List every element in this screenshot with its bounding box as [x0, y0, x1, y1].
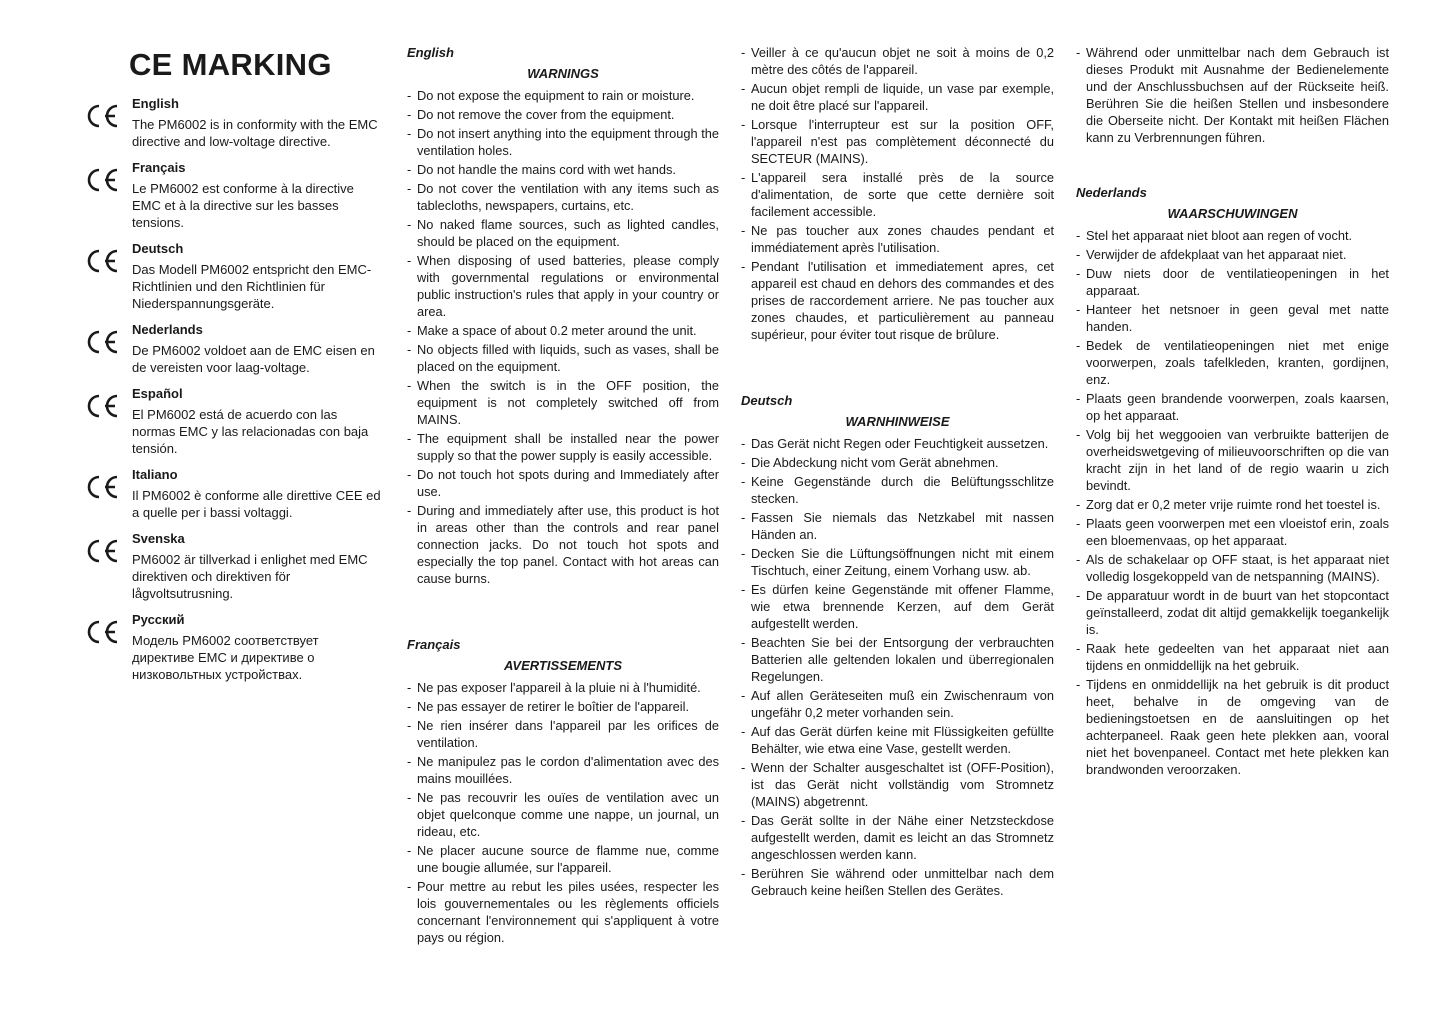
warning-item: - Do not remove the cover from the equipment. — [407, 106, 719, 123]
english-language-label: English — [407, 45, 454, 60]
ce-entry — [84, 321, 384, 376]
warning-item: - Pendant l'utilisation et immediatement apres, cet appareil est chaud en dehors des commandes et des prises de raccordement arriere. Ne pas toucher aux zones chaudes, et particulièrement au panneau supérieur, pour éviter tout risque de brûlure. — [741, 258, 1054, 343]
francais-warning-list-continued — [741, 44, 1054, 343]
warning-item: - No objects filled with liquids, such as vases, shall be placed on the equipment. — [407, 341, 719, 375]
nederlands-warnings-heading: WAARSCHUWINGEN — [1167, 206, 1298, 221]
warning-item: - Decken Sie die Lüftungsöffnungen nicht mit einem Tischtuch, einer Zeitung, einem Vorhang usw. ab. — [741, 545, 1054, 579]
warning-item: - When the switch is in the OFF position, the equipment is not completely switched off from MAINS. — [407, 377, 719, 428]
ce-mark-icon — [84, 474, 120, 500]
warning-item: - Lorsque l'interrupteur est sur la position OFF, l'appareil n'est pas complètement déconnecté du SECTEUR (MAINS). — [741, 116, 1054, 167]
warning-item: - Aucun objet rempli de liquide, un vase par exemple, ne doit être placé sur l'appareil. — [741, 80, 1054, 114]
english-warning-list — [407, 87, 719, 587]
francais-warning-list — [407, 679, 719, 946]
warning-item: - Es dürfen keine Gegenstände mit offener Flamme, wie etwa brennende Kerzen, auf dem Gerät aufgestellt werden. — [741, 581, 1054, 632]
warning-item: - Ne placer aucune source de flamme nue, comme une bougie allumée, sur l'appareil. — [407, 842, 719, 876]
warning-item: - Die Abdeckung nicht vom Gerät abnehmen. — [741, 454, 1054, 471]
warning-item: - Während oder unmittelbar nach dem Gebrauch ist dieses Produkt mit Ausnahme der Bedienelemente und der Anschlussbuchsen auf der Rückseite heiß. Berühren Sie die heißen Stellen und insbesondere die Oberseite nicht. Der Kontakt mit heißen Flächen kann zu Verbrennungen führen. — [1076, 44, 1389, 146]
ce-entry-text: Модель PM6002 соответствует директиве EMC и директиве о низковольтных устройствах. — [132, 633, 319, 682]
warning-item: - Do not insert anything into the equipment through the ventilation holes. — [407, 125, 719, 159]
warning-item: - Bedek de ventilatieopeningen niet met enige voorwerpen, zoals tafelkleden, kranten, gordijnen, enz. — [1076, 337, 1389, 388]
ce-entry — [84, 530, 384, 602]
ce-entry-text: PM6002 är tillverkad i enlighet med EMC direktiven och direktiven för lågvoltsutrusning. — [132, 552, 368, 601]
ce-mark-icon — [84, 619, 120, 645]
ce-mark-icon — [84, 167, 120, 193]
ce-mark-icon — [84, 248, 120, 274]
ce-entry-language: Русский — [132, 612, 185, 627]
warning-item: - Zorg dat er 0,2 meter vrije ruimte rond het toestel is. — [1076, 496, 1389, 513]
warning-item: - Das Gerät sollte in der Nähe einer Netzsteckdose aufgestellt werden, damit es leicht an das Stromnetz angeschlossen werden kann. — [741, 812, 1054, 863]
warning-item: - Do not touch hot spots during and Immediately after use. — [407, 466, 719, 500]
ce-entry-language: Svenska — [132, 531, 185, 546]
ce-entry-language: Deutsch — [132, 241, 184, 256]
warning-item: - Ne pas exposer l'appareil à la pluie ni à l'humidité. — [407, 679, 719, 696]
ce-mark-icon — [84, 329, 120, 355]
warning-item: - Veiller à ce qu'aucun objet ne soit à moins de 0,2 mètre des côtés de l'appareil. — [741, 44, 1054, 78]
deutsch-language-label: Deutsch — [741, 393, 793, 408]
deutsch-warning-list — [741, 435, 1054, 899]
warning-item: - No naked flame sources, such as lighted candles, should be placed on the equipment. — [407, 216, 719, 250]
ce-entry-list — [84, 95, 384, 683]
warning-item: - Plaats geen voorwerpen met een vloeistof erin, zoals een bloemenvaas, op het apparaat. — [1076, 515, 1389, 549]
ce-entry-language: English — [132, 96, 179, 111]
ce-mark-icon — [84, 393, 120, 419]
warning-item: - Fassen Sie niemals das Netzkabel mit nassen Händen an. — [741, 509, 1054, 543]
deutsch-warning-list-continued — [1076, 44, 1389, 146]
francais-language-label: Français — [407, 637, 461, 652]
warning-item: - Ne rien insérer dans l'appareil par les orifices de ventilation. — [407, 717, 719, 751]
warning-item: - Do not handle the mains cord with wet hands. — [407, 161, 719, 178]
ce-entry-text: El PM6002 está de acuerdo con las normas EMC y las relacionadas con baja tensión. — [132, 407, 369, 456]
warning-item: - Verwijder de afdekplaat van het apparaat niet. — [1076, 246, 1389, 263]
warning-item: - When disposing of used batteries, please comply with governmental regulations or environmental public instruction's rules that apply in your country or area. — [407, 252, 719, 320]
ce-entry-language: Nederlands — [132, 322, 203, 337]
warning-item: - Ne manipulez pas le cordon d'alimentation avec des mains mouillées. — [407, 753, 719, 787]
warning-item: - Raak hete gedeelten van het apparaat niet aan tijdens en onmiddellijk na het gebruik. — [1076, 640, 1389, 674]
warning-item: - Auf allen Geräteseiten muß ein Zwischenraum von ungefähr 0,2 meter vorhanden sein. — [741, 687, 1054, 721]
warning-item: - The equipment shall be installed near the power supply so that the power supply is easily accessible. — [407, 430, 719, 464]
english-warnings-heading: WARNINGS — [527, 66, 599, 81]
english-section — [407, 44, 719, 587]
warning-item: - Ne pas recouvrir les ouïes de ventilation avec un objet quelconque comme une nappe, un journal, un rideau, etc. — [407, 789, 719, 840]
ce-mark-icon — [84, 103, 120, 129]
nederlands-language-label: Nederlands — [1076, 185, 1147, 200]
ce-entry — [84, 611, 384, 683]
warning-item: - Tijdens en onmiddellijk na het gebruik is dit product heet, behalve in de omgeving van de bedieningstoetsen en de aansluitingen op het achterpaneel. Raak geen hete plekken aan, vooral niet het bovenpaneel. Contact met hete plekken kan brandwonden veroorzaken. — [1076, 676, 1389, 778]
ce-entry-text: De PM6002 voldoet aan de EMC eisen en de vereisten voor laag-voltage. — [132, 343, 375, 375]
warning-item: - Duw niets door de ventilatieopeningen in het apparaat. — [1076, 265, 1389, 299]
francais-warnings-heading: AVERTISSEMENTS — [504, 658, 622, 673]
ce-entry — [84, 240, 384, 312]
deutsch-section — [741, 392, 1054, 899]
warning-item: - Als de schakelaar op OFF staat, is het apparaat niet volledig losgekoppeld van de netspanning (MAINS). — [1076, 551, 1389, 585]
warning-item: - Make a space of about 0.2 meter around the unit. — [407, 322, 719, 339]
deutsch-warnings-heading: WARNHINWEISE — [845, 414, 950, 429]
warning-item: - L'appareil sera installé près de la source d'alimentation, de sorte que cette dernière soit facilement accessible. — [741, 169, 1054, 220]
warning-item: - Auf das Gerät dürfen keine mit Flüssigkeiten gefüllte Behälter, wie etwa eine Vase, gestellt werden. — [741, 723, 1054, 757]
warnings-column-4 — [1076, 44, 1389, 780]
ce-marking-title: CE MARKING — [129, 47, 332, 82]
warning-item: - Ne pas toucher aux zones chaudes pendant et immédiatement après l'utilisation. — [741, 222, 1054, 256]
nederlands-section — [1076, 184, 1389, 778]
warnings-column-2 — [407, 44, 719, 948]
warning-item: - Ne pas essayer de retirer le boîtier de l'appareil. — [407, 698, 719, 715]
ce-entry — [84, 385, 384, 457]
ce-entry — [84, 95, 384, 150]
warning-item: - Beachten Sie bei der Entsorgung der verbrauchten Batterien alle geltenden lokalen und überregionalen Regelungen. — [741, 634, 1054, 685]
warning-item: - Volg bij het weggooien van verbruikte batterijen de overheidswetgeving of milieuvoorschriften op die van kracht zijn in het land of de regio waarin u zich bevindt. — [1076, 426, 1389, 494]
warning-item: - De apparatuur wordt in de buurt van het stopcontact geïnstalleerd, zodat dit altijd gemakkelijk toegankelijk is. — [1076, 587, 1389, 638]
warning-item: - Pour mettre au rebut les piles usées, respecter les lois gouvernementales ou les règlements officiels concernant l'environnement qui s'appliquent à votre pays ou région. — [407, 878, 719, 946]
ce-entry-language: Français — [132, 160, 186, 175]
francais-section — [407, 636, 719, 946]
ce-mark-icon — [84, 538, 120, 564]
ce-entry — [84, 159, 384, 231]
ce-entry — [84, 466, 384, 521]
warning-item: - Keine Gegenstände durch die Belüftungsschlitze stecken. — [741, 473, 1054, 507]
warning-item: - Das Gerät nicht Regen oder Feuchtigkeit aussetzen. — [741, 435, 1054, 452]
warning-item: - Wenn der Schalter ausgeschaltet ist (OFF-Position), ist das Gerät nicht vollständig vom Stromnetz (MAINS) abgetrennt. — [741, 759, 1054, 810]
warning-item: - Hanteer het netsnoer in geen geval met natte handen. — [1076, 301, 1389, 335]
warning-item: - Do not expose the equipment to rain or moisture. — [407, 87, 719, 104]
warning-item: - Stel het apparaat niet bloot aan regen of vocht. — [1076, 227, 1389, 244]
warning-item: - Plaats geen brandende voorwerpen, zoals kaarsen, op het apparaat. — [1076, 390, 1389, 424]
ce-entry-text: Il PM6002 è conforme alle direttive CEE ed a quelle per i bassi voltaggi. — [132, 488, 381, 520]
nederlands-warning-list — [1076, 227, 1389, 778]
warning-item: - Do not cover the ventilation with any items such as tablecloths, newspapers, curtains, etc. — [407, 180, 719, 214]
ce-entry-language: Español — [132, 386, 183, 401]
warning-item: - During and immediately after use, this product is hot in areas other than the controls and rear panel connection jacks. Do not touch hot spots and especially the top panel. Contact with hot areas can cause burns. — [407, 502, 719, 587]
ce-entry-language: Italiano — [132, 467, 178, 482]
ce-entry-text: Das Modell PM6002 entspricht den EMC-Richtlinien und den Richtlinien für Niederspannungsgeräte. — [132, 262, 372, 311]
ce-entry-text: The PM6002 is in conformity with the EMC directive and low-voltage directive. — [132, 117, 378, 149]
warning-item: - Berühren Sie während oder unmittelbar nach dem Gebrauch keine heißen Stellen des Gerätes. — [741, 865, 1054, 899]
ce-entry-text: Le PM6002 est conforme à la directive EMC et à la directive sur les basses tensions. — [132, 181, 354, 230]
ce-marking-column — [84, 44, 384, 692]
warnings-column-3 — [741, 44, 1054, 901]
